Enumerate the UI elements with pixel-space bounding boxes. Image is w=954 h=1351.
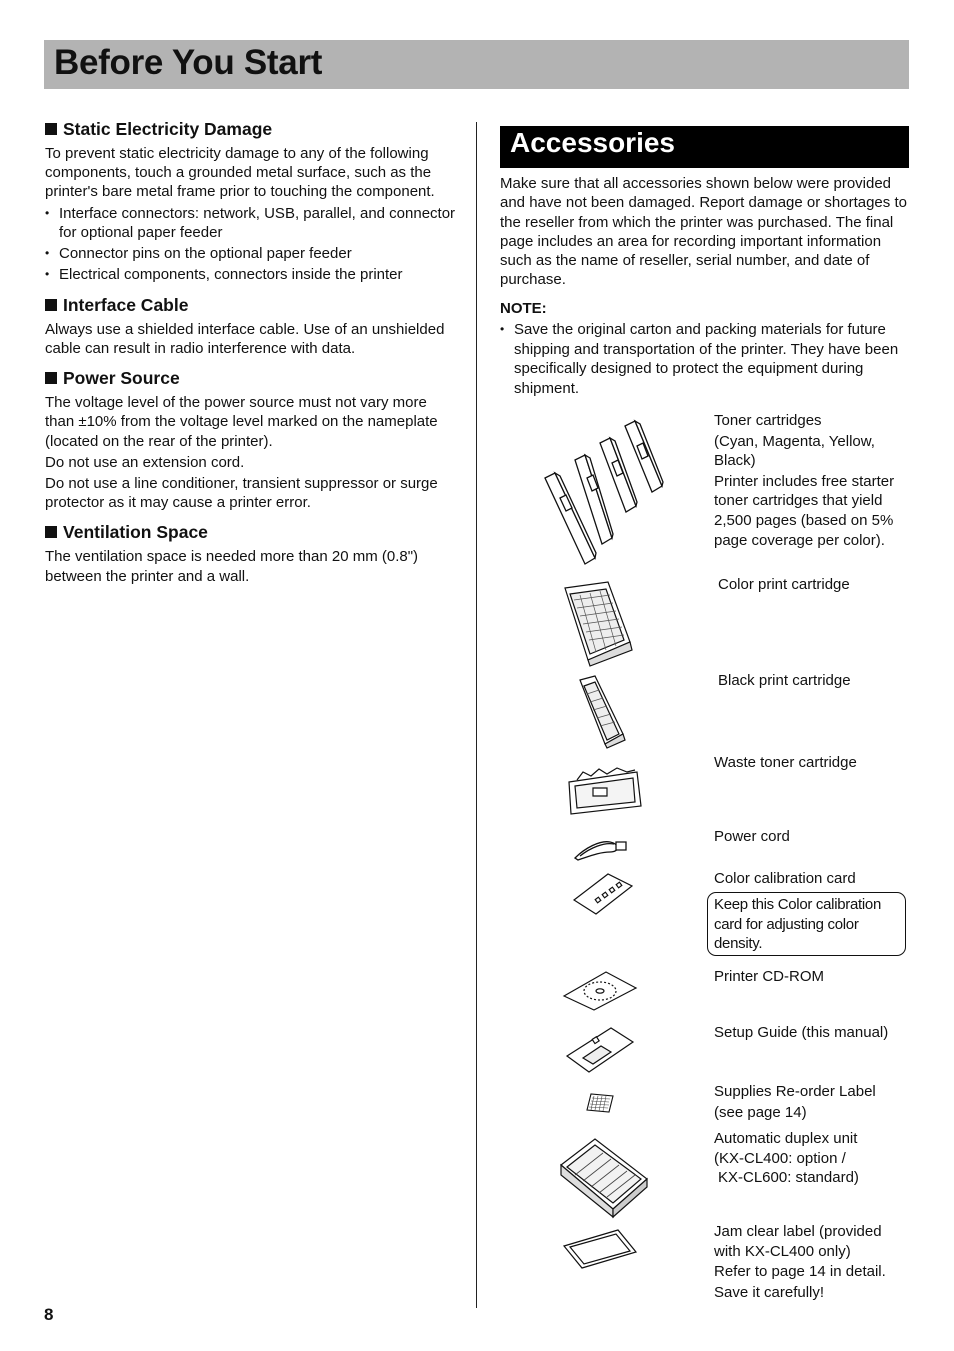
accessory-color-print: [718, 575, 913, 595]
accessory-reorder-label: [714, 1082, 909, 1122]
reorder-label-icon: [585, 1092, 615, 1114]
toner-cartridge-icon: [600, 438, 637, 512]
accessory-duplex-unit: [714, 1129, 909, 1188]
section-static-electricity: [45, 118, 460, 285]
accessory-name: Black print cartridge: [718, 672, 851, 689]
accessory-sub: (see page 14): [714, 1103, 807, 1121]
section-body: The ventilation space is needed more than 20 mm (0.8") between the printer and a wall.: [45, 548, 419, 585]
accessory-extra: Printer includes free starter toner cartridges that yield 2,500 pages (based on 5% page coverage per color).: [714, 472, 895, 549]
section-body: The voltage level of the power source must not vary more than ±10% from the voltage level marked on the nameplate (located on the rear of the printer).: [45, 394, 438, 450]
accessory-cd-rom: [714, 967, 909, 987]
calibration-card-note: Keep this Color calibration card for adjusting color density.: [707, 892, 906, 956]
title-bar: [44, 40, 909, 89]
accessory-sub: Refer to page 14 in detail.: [714, 1263, 886, 1281]
section-interface-cable: [45, 294, 460, 358]
accessory-calibration-card: [714, 869, 909, 889]
calibration-card-icon: [572, 870, 634, 918]
power-cord-icon: [570, 834, 630, 864]
accessory-waste-toner: [714, 753, 909, 773]
square-bullet-icon: [45, 372, 57, 384]
accessories-bar: [500, 126, 909, 168]
accessory-sub: (KX-CL400: option /: [714, 1149, 846, 1167]
list-item: • Connector pins on the optional paper feeder: [45, 244, 460, 264]
section-heading: Power Source: [63, 368, 180, 389]
accessory-name: Automatic duplex unit: [714, 1130, 858, 1147]
left-column: [45, 118, 460, 595]
color-print-cartridge-icon: [560, 580, 635, 665]
accessory-name: Jam clear label (provided with KX-CL400 only): [714, 1223, 882, 1260]
accessory-sub: KX-CL600: standard): [718, 1169, 859, 1187]
square-bullet-icon: [45, 299, 57, 311]
list-item: • Interface connectors: network, USB, parallel, and connector for optional paper feeder: [45, 204, 460, 244]
section-body: Do not use a line conditioner, transient suppressor or surge protector as it may cause a printer error.: [45, 475, 438, 512]
accessory-sub: Save it carefully!: [714, 1283, 825, 1301]
note-label: NOTE:: [500, 299, 547, 317]
accessory-jam-label: [714, 1222, 909, 1302]
column-divider: [476, 122, 477, 1308]
black-print-cartridge-icon: [575, 672, 630, 750]
duplex-unit-icon: [555, 1135, 655, 1215]
accessory-name: Setup Guide (this manual): [714, 1024, 889, 1041]
accessories-heading: Accessories: [510, 127, 676, 158]
toner-cartridge-icon: [625, 421, 663, 492]
page-number: 8: [44, 1305, 54, 1324]
section-ventilation: [45, 521, 460, 585]
accessory-toner: [714, 411, 909, 550]
accessories-intro: Make sure that all accessories shown below were provided and have not been damaged. Report damage or shortages to the reseller from which the printer was purchased. The final page includes an area for recording important information such as the name of reseller, serial number, and date of purchase.: [500, 175, 907, 289]
accessory-black-print: [718, 671, 913, 691]
section-body: To prevent static electricity damage to any of the following components, touch a grounded metal surface, such as the printer's bare metal frame prior to touching the component.: [45, 145, 435, 201]
section-power-source: [45, 367, 460, 512]
section-body: Always use a shielded interface cable. Use of an unshielded cable can result in radio interference with data.: [45, 320, 445, 357]
section-heading: Ventilation Space: [63, 522, 208, 543]
accessory-name: Power cord: [714, 828, 790, 845]
list-item: • Electrical components, connectors inside the printer: [45, 265, 460, 285]
toner-cartridges-illustration: [540, 418, 670, 568]
accessory-sub: (Cyan, Magenta, Yellow, Black): [714, 432, 875, 470]
accessory-name: Color print cartridge: [718, 576, 850, 593]
note-list: [500, 320, 910, 399]
jam-clear-label-icon: [562, 1228, 638, 1272]
section-heading: Interface Cable: [63, 294, 189, 315]
bullet-list: [45, 204, 460, 285]
accessory-setup-guide: [714, 1023, 909, 1043]
note-item: • Save the original carton and packing materials for future shipping and transportation of the printer. They have been specifically designed to protect the equipment during shipment.: [500, 320, 910, 399]
page-title: Before You Start: [54, 43, 323, 82]
square-bullet-icon: [45, 123, 57, 135]
cd-rom-icon: [562, 968, 638, 1014]
section-body: Do not use an extension cord.: [45, 453, 245, 471]
square-bullet-icon: [45, 526, 57, 538]
accessory-name: Supplies Re-order Label: [714, 1083, 876, 1100]
accessory-name: Toner cartridges: [714, 412, 822, 429]
section-heading: Static Electricity Damage: [63, 119, 273, 139]
accessory-name: Waste toner cartridge: [714, 754, 857, 771]
accessory-name: Color calibration card: [714, 870, 856, 887]
waste-toner-cartridge-icon: [565, 764, 645, 819]
accessory-name: Printer CD-ROM: [714, 968, 825, 985]
setup-guide-icon: [565, 1026, 635, 1074]
accessory-power-cord: [714, 827, 909, 847]
accessories-intro-column: [500, 174, 910, 400]
